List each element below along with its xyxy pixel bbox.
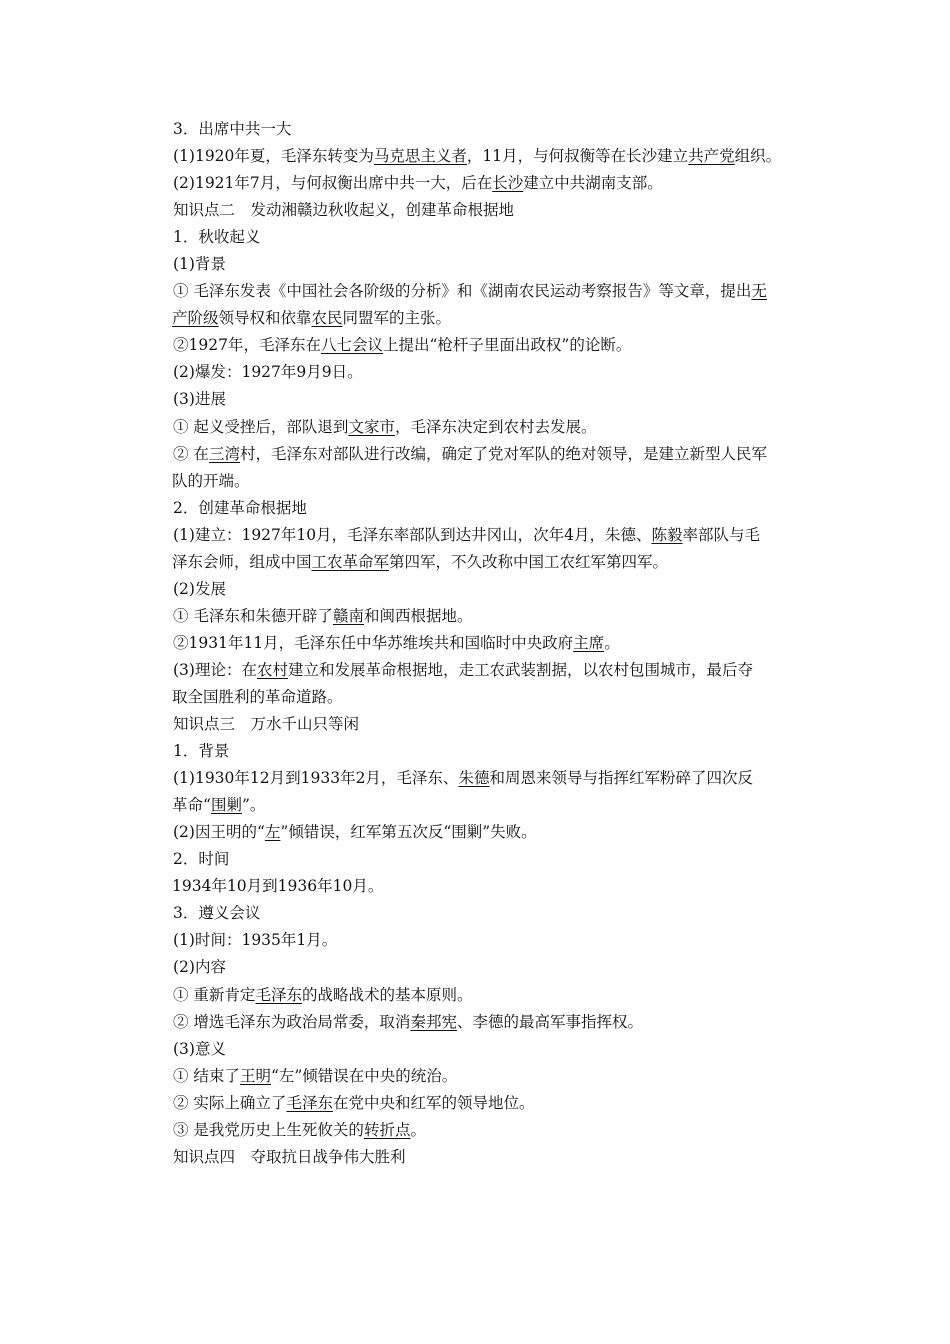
text-segment: 率部队与毛 — [682, 525, 761, 544]
text-segment: ，11月，与何叔衡等在长沙建立 — [466, 147, 689, 166]
text-line — [173, 116, 821, 143]
text-line — [173, 765, 821, 792]
text-segment: 1934年10月到1936年10月。 — [172, 877, 384, 896]
underlined-term: 工农革命军 — [311, 552, 390, 571]
underlined-term: 围剿 — [210, 796, 242, 815]
text-segment: (2)1921年7月，与何叔衡出席中共一大，后在 — [173, 174, 493, 193]
text-line — [173, 414, 821, 441]
text-segment: 。 — [410, 1120, 426, 1139]
text-line — [173, 630, 821, 657]
text-segment: ① 起义受挫后，部队退到 — [173, 417, 349, 436]
text-line — [173, 982, 821, 1009]
text-segment: 1．背景 — [173, 742, 230, 761]
text-line — [173, 1144, 821, 1171]
text-line — [173, 441, 821, 468]
underlined-term: 无 — [751, 282, 767, 301]
text-line — [173, 1090, 821, 1117]
text-segment: ”倾错误，红军第五次反“围剿”失败。 — [280, 823, 537, 842]
text-line — [173, 1036, 821, 1063]
underlined-term: 朱德 — [458, 769, 490, 788]
text-segment: (1)1920年夏，毛泽东转变为 — [173, 147, 374, 166]
text-segment: 和周恩来领导与指挥红军粉碎了四次反 — [489, 769, 753, 788]
text-segment: (2)爆发：1927年9月9日。 — [173, 363, 363, 382]
text-segment: 领导权和依靠 — [218, 309, 312, 328]
underlined-term: 三湾 — [208, 444, 240, 463]
text-segment: 、李德的最高军事指挥权。 — [456, 1012, 643, 1031]
text-segment: (3)理论：在 — [173, 660, 257, 679]
underlined-term: 长沙 — [492, 174, 524, 193]
text-segment: 第四军，不久改称中国工农红军第四军。 — [389, 552, 669, 571]
text-line — [172, 549, 821, 576]
text-line — [172, 468, 821, 495]
text-segment: (2)发展 — [173, 579, 226, 598]
text-segment: ，毛泽东决定到农村去发展。 — [394, 417, 597, 436]
text-line — [173, 522, 821, 549]
text-segment: 1．秋收起义 — [173, 228, 261, 247]
text-segment: 知识点四 夺取抗日战争伟大胜利 — [173, 1147, 406, 1166]
text-line — [173, 332, 821, 359]
text-segment: (2)内容 — [173, 958, 226, 977]
underlined-term: 文家市 — [348, 417, 395, 436]
text-segment: 。 — [604, 633, 620, 652]
text-segment: “左”倾错误在中央的统治。 — [270, 1066, 458, 1085]
text-line — [173, 819, 821, 846]
text-segment: 取全国胜利的革命道路。 — [172, 687, 343, 706]
text-segment: (2)因王明的“ — [173, 823, 265, 842]
text-segment: (1)建立：1927年10月，毛泽东率部队到达井冈山，次年4月，朱德、 — [173, 525, 652, 544]
text-segment: 组织。 — [734, 147, 782, 166]
underlined-term: 农民 — [311, 309, 343, 328]
underlined-term: 八七会议 — [320, 336, 383, 355]
text-segment: (3)进展 — [173, 390, 226, 409]
text-segment: 队的开端。 — [172, 471, 250, 490]
text-segment: ① 毛泽东和朱德开辟了 — [173, 606, 333, 625]
text-segment: 知识点三 万水千山只等闲 — [173, 715, 360, 734]
text-segment: ”。 — [241, 796, 266, 815]
text-segment: 3．出席中共一大 — [173, 120, 292, 138]
underlined-term: 主席 — [573, 633, 605, 652]
text-line — [173, 954, 821, 981]
underlined-term: 共产党 — [688, 147, 735, 166]
text-segment: 3．遵义会议 — [173, 904, 261, 923]
text-segment: 在党中央和红军的领导地位。 — [332, 1093, 535, 1112]
text-segment: ②1927年，毛泽东在 — [173, 336, 321, 355]
text-line — [173, 170, 821, 197]
text-line — [173, 386, 821, 413]
text-segment: (1)1930年12月到1933年2月，毛泽东、 — [173, 769, 459, 788]
text-segment: 建立和发展革命根据地，走工农武装割据，以农村包围城市，最后夺 — [287, 660, 753, 679]
underlined-term: 陈毅 — [651, 525, 683, 544]
text-line — [173, 603, 821, 630]
text-line — [173, 900, 821, 927]
text-line — [172, 792, 821, 819]
text-segment: ②1931年11月，毛泽东任中华苏维埃共和国临时中央政府 — [173, 633, 574, 652]
text-segment: 革命“ — [172, 796, 211, 815]
text-line — [172, 305, 821, 332]
text-segment: 村，毛泽东对部队进行改编，确定了党对军队的绝对领导，是建立新型人民军 — [239, 444, 767, 463]
text-segment: 同盟军的主张。 — [342, 309, 452, 328]
text-segment: 和闽西根据地。 — [363, 606, 473, 625]
text-segment: ② 增选毛泽东为政治局常委，取消 — [173, 1012, 411, 1031]
underlined-term: 农村 — [256, 660, 288, 679]
underlined-term: 转折点 — [363, 1120, 411, 1139]
text-line — [173, 846, 821, 873]
text-line — [173, 927, 821, 954]
text-segment: 2．创建革命根据地 — [173, 498, 307, 517]
text-segment: ① 结束了 — [173, 1066, 240, 1085]
text-segment: ① 重新肯定 — [173, 985, 256, 1004]
document-body — [173, 116, 821, 1171]
text-segment: ② 在 — [173, 444, 209, 463]
text-line — [173, 495, 821, 522]
text-segment: ① 毛泽东发表《中国社会各阶级的分析》和《湖南农民运动考察报告》等文章，提出 — [173, 282, 752, 301]
underlined-term: 毛泽东 — [255, 985, 302, 1004]
underlined-term: 王明 — [239, 1066, 271, 1085]
text-line — [173, 251, 821, 278]
text-line — [173, 359, 821, 386]
underlined-term: 赣南 — [332, 606, 364, 625]
underlined-term: 秦邦宪 — [410, 1012, 457, 1031]
text-segment: 泽东会师，组成中国 — [172, 552, 312, 571]
text-segment: 建立中共湖南支部。 — [523, 174, 663, 193]
text-segment: 2．时间 — [173, 850, 230, 869]
text-segment: (1)背景 — [173, 255, 226, 274]
text-segment: 上提出“枪杆子里面出政权”的论断。 — [382, 336, 632, 355]
text-segment: (3)意义 — [173, 1039, 226, 1058]
underlined-term: 产阶级 — [172, 309, 219, 328]
underlined-term: 毛泽东 — [286, 1093, 333, 1112]
text-segment: (1)时间：1935年1月。 — [173, 931, 338, 950]
text-line — [173, 1117, 821, 1144]
text-line — [173, 278, 821, 305]
text-line — [173, 1063, 821, 1090]
text-segment: ③ 是我党历史上生死攸关的 — [173, 1120, 364, 1139]
text-line — [173, 143, 821, 170]
text-line — [173, 1009, 821, 1036]
text-segment: 知识点二 发动湘赣边秋收起义，创建革命根据地 — [173, 201, 515, 220]
text-line — [173, 711, 821, 738]
text-segment: 的战略战术的基本原则。 — [301, 985, 473, 1004]
underlined-term: 马克思主义者 — [373, 147, 467, 166]
text-line — [172, 684, 821, 711]
text-line — [173, 224, 821, 251]
underlined-term: 左 — [264, 823, 281, 842]
text-line — [172, 873, 821, 900]
text-line — [173, 657, 821, 684]
text-line — [173, 576, 821, 603]
text-line — [173, 197, 821, 224]
text-segment: ② 实际上确立了 — [173, 1093, 287, 1112]
text-line — [173, 738, 821, 765]
